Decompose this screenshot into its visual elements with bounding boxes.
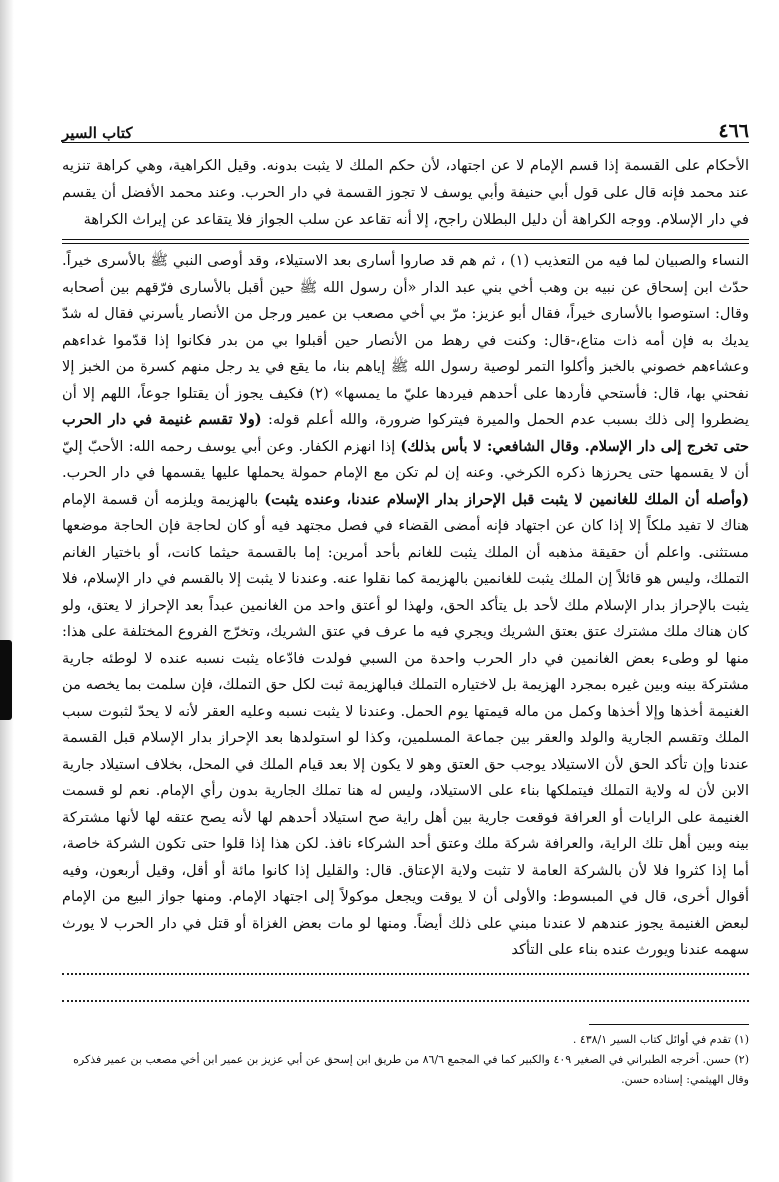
page-header: [62, 118, 749, 142]
footnotes: [62, 1030, 749, 1090]
header-rule: [62, 142, 749, 143]
scan-edge-mark: [0, 640, 12, 720]
footnote-2: (٢) حسن. أخرجه الطبراني في الصغير ٤٠٩ والكبير كما في المجمع ٨٦/٦ من طريق ابن إسحق عن أبي عزيز بن عمير ابن أخي مصعب بن عمير فذكره وقال الهيثمي: إسناده حسن.: [73, 1053, 749, 1086]
dotted-divider-1: [62, 973, 749, 975]
main-commentary-paragraph: [62, 248, 749, 964]
main-text-part-3: بالهزيمة ويلزمه أن قسمة الإمام هناك لا تفيد ملكاً إلا إذا كان عن اجتهاد فإنه أمضى القضاء في فصل مجتهد فيه أو كان لحاجة فإن الحاجة موضعها مستثنى. واعلم أن حقيقة مذهبه أن الملك يثبت للغانم بأحد أمرين: إما بالقسمة حيثما كانت، أو باختيار الغانم التملك، وليس هو قائلاً إن الملك يثبت للغانمين بالهزيمة كما نقلوا عنه. وعندنا لا يثبت إلا بالقسم في دار الإسلام، فلا يثبت بالإحراز بدار الإسلام ملك لأحد بل يتأكد الحق، ولهذا لو أعتق واحد من الغانمين عبداً بعد الإحراز لا يعتق، ولو كان هناك ملك مشترك عتق بعتق الشريك ويجري فيه ما عرف في عتق الشريك، وتخرّج الفروع المختلفة على هذا: منها لو وطىء بعض الغانمين في دار الحرب واحدة من السبي فولدت فادّعاه يثبت نسبه عنده لا لوطئه جارية مشتركة بينه وبين غيره بمجرد الهزيمة بل لاختياره التملك فبالهزيمة ثبت لكل حق التملك، فإن سلمت بما يخصه من الغنيمة أخذها وإلا أخذها وكمل من ماله قيمتها يوم الحمل. وعندنا لا يثبت نسبه وعليه العقر لأنه لا يحدّ لثبوت سبب الملك وتقسم الجارية والولد والعقر بين جماعة المسلمين، وكذا لو استولدها بعد الإحراز بدار الإسلام قبل القسمة عندنا وإن تأكد الحق لأن الاستيلاد يوجب حق العتق وهو لا يكون إلا بعد قيام الملك في المحل، بخلاف استيلاد جارية الابن لأن له ولاية التملك فيتملكها بناء على الاستيلاد، وليس له هنا تملك الجارية بدون رأي الإمام. نعم لو قسمت الغنيمة على الرايات أو العرافة فوقعت جارية بين أهل راية صح استيلاد أحدهم لها لأنه يصح عتقه لها لأنها مشتركة بينه وبين أهل تلك الراية، والعرافة شركة ملك وعتق أحد الشركاء نافذ. لكن هذا إذا قلوا حتى تكون الشركة خاصة، أما إذا كثروا فلا لأن بالشركة العامة لا تثبت ولاية الإعتاق. قال: والقليل إذا كانوا مائة أو أقل، وقيل أربعون، وفيه أقوال أخرى، قال في المبسوط: والأولى أن لا يوقت ويجعل موكولاً إلى اجتهاد الإمام. ومنها جواز البيع من الإمام لبعض الغنيمة يجوز عندهم لا عندنا مبني على ذلك أيضاً. ومنها لو مات بعض الغزاة أو قتل في دار الحرب لا يورث سهمه عندنا ويورث عنده بناء على التأكد: [62, 490, 749, 958]
footnote-rule: [589, 1024, 749, 1025]
page-number: ٤٦٦: [718, 120, 749, 142]
dotted-divider-2: [62, 1000, 749, 1002]
section-divider: [62, 239, 749, 244]
page-edge-shadow: [0, 0, 14, 1182]
footnote-1: (١) تقدم في أوائل كتاب السير ٤٣٨/١ .: [572, 1033, 749, 1046]
top-commentary-paragraph: الأحكام على القسمة إذا قسم الإمام لا عن اجتهاد، لأن حكم الملك لا يثبت بدونه. وقيل الكراهية، وهي كراهة تنزيه عند محمد فإنه قال على قول أبي حنيفة وأبي يوسف لا تجوز القسمة في دار الحرب. وعند محمد الأفضل أن يقسم في دار الإسلام. ووجه الكراهة أن دليل البطلان راجح، إلا أنه تقاعد عن سلب الجواز فلا يتقاعد عن إيراث الكراهة: [62, 157, 749, 228]
matn-quote-2: (وأصله أن الملك للغانمين لا يثبت قبل الإحراز بدار الإسلام عندنا، وعنده يثبت): [264, 490, 749, 508]
book-title: كتاب السير: [62, 124, 133, 142]
matn-quote-1: (ولا تقسم غنيمة في دار الحرب حتى تخرج إلى دار الإسلام. وقال الشافعي: لا بأس بذلك): [62, 411, 750, 455]
main-text-part-2: إذا انهزم الكفار. وعن أبي يوسف رحمه الله: الأحبّ إليّ أن لا يقسمها حتى يحرزها ذكره الكرخي. وعنه إن لم تكن مع الإمام حمولة يحملها عليها يقسمها في دار الحرب.: [62, 437, 749, 481]
main-text-part-1: النساء والصبيان لما فيه من التعذيب (١) ، ثم هم قد صاروا أسارى بعد الاستيلاء، وقد أوصى النبي ﷺ بالأسرى خيراً. حدّث ابن إسحاق عن نبيه بن وهب أخي بني عبد الدار «أن رسول الله ﷺ حين أقبل بالأسارى فرّقهم بين أصحابه وقال: استوصوا بالأسارى خيراً، فقال أبو عزيز: مرّ بي أخي مصعب بن عمير ورجل من الأنصار يأسرني فقال له شدّ يديك به فإن أمه ذات متاع،-قال: وكنت في رهط من الأنصار حين أقبلوا بي من بدر فكانوا إذا قدّموا غداءهم وعشاءهم خصوني بالخبز وأكلوا التمر لوصية رسول الله ﷺ إياهم بنا، ما يقع في يد رجل منهم كسرة من الخبز إلا نفحني بها، قال: فأستحي فأردها على أحدهم فيردها عليّ ما يمسها» (٢) فكيف يجوز أن يقتلوا جوعاً، اللهم إلا أن يضطروا إلى ذلك بسبب عدم الحمل والميرة فيتركوا ضرورة، والله أعلم قوله:: [62, 252, 750, 428]
